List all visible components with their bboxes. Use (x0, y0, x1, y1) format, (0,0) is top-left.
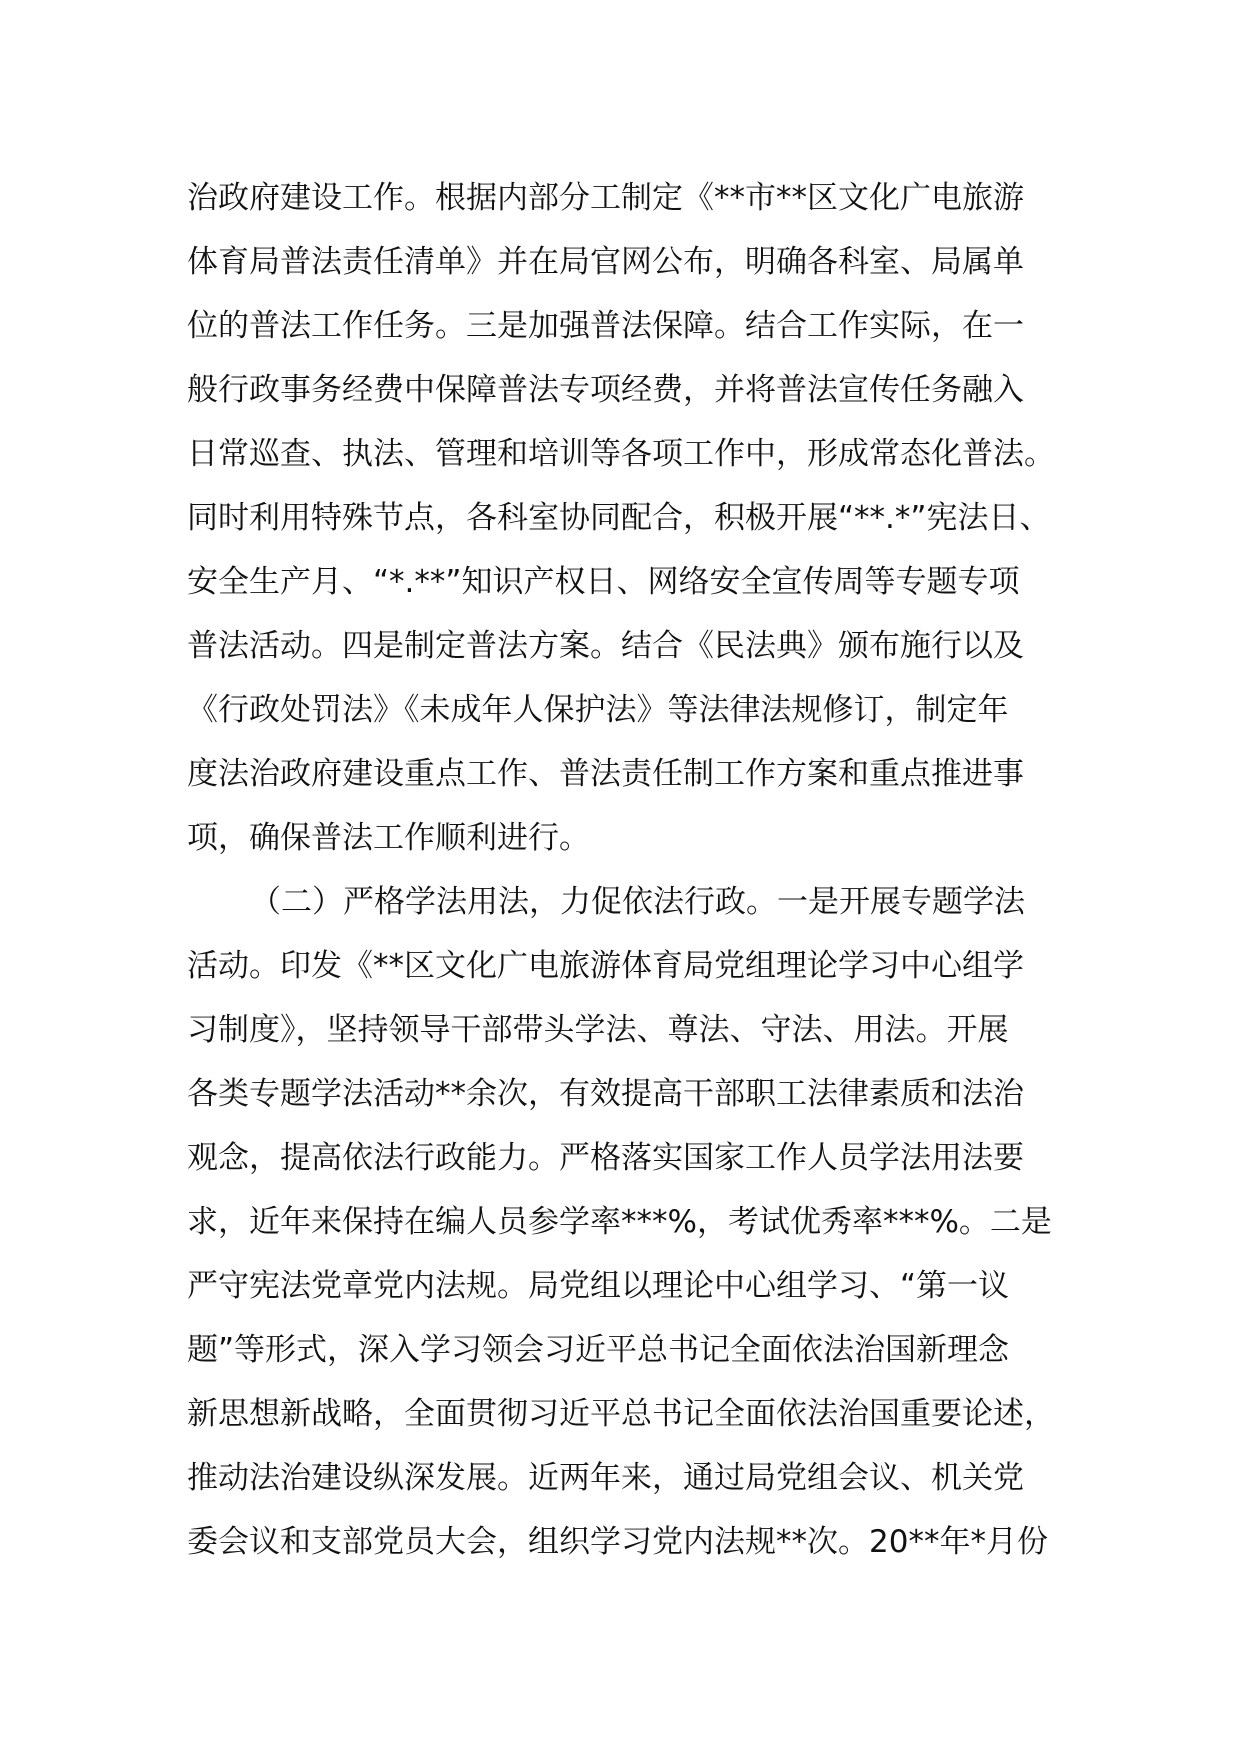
body-text-line: 体育局普法责任清单》并在局官网公布，明确各科室、局属单 (187, 244, 1024, 280)
body-text-line: 求，近年来保持在编人员参学率***%，考试优秀率***%。二是 (187, 1204, 1052, 1240)
body-text-line: 《行政处罚法》《未成年人保护法》等法律法规修订，制定年 (187, 692, 1009, 728)
body-text-line: 题”等形式，深入学习领会习近平总书记全面依法治国新理念 (187, 1332, 1010, 1368)
body-text-line: 度法治政府建设重点工作、普法责任制工作方案和重点推进事 (187, 756, 1024, 792)
body-text-line: 习制度》，坚持领导干部带头学法、尊法、守法、用法。开展 (187, 1012, 1009, 1048)
body-text-line: 各类专题学法活动**余次，有效提高干部职工法律素质和法治 (187, 1076, 1024, 1112)
body-text-line: 推动法治建设纵深发展。近两年来，通过局党组会议、机关党 (187, 1460, 1024, 1496)
body-text-line: 观念，提高依法行政能力。严格落实国家工作人员学法用法要 (187, 1140, 1024, 1176)
body-text-line: 日常巡查、执法、管理和培训等各项工作中，形成常态化普法。 (187, 436, 1055, 472)
body-text-line: 严守宪法党章党内法规。局党组以理论中心组学习、“第一议 (187, 1268, 1010, 1304)
body-text-line: 安全生产月、“*.**”知识产权日、网络安全宣传周等专题专项 (187, 564, 1020, 600)
body-text-line: 同时利用特殊节点，各科室协同配合，积极开展“**.*”宪法日、 (187, 500, 1051, 536)
body-text-line: 项，确保普法工作顺利进行。 (187, 820, 590, 856)
body-text-line: 治政府建设工作。根据内部分工制定《**市**区文化广电旅游 (187, 180, 1024, 216)
body-text-line: 活动。印发《**区文化广电旅游体育局党组理论学习中心组学 (187, 948, 1024, 984)
body-text-line: 般行政事务经费中保障普法专项经费，并将普法宣传任务融入 (187, 372, 1024, 408)
body-text-line: 新思想新战略，全面贯彻习近平总书记全面依法治国重要论述， (187, 1396, 1055, 1432)
body-text-line: 位的普法工作任务。三是加强普法保障。结合工作实际，在一 (187, 308, 1024, 344)
body-text-line: 委会议和支部党员大会，组织学习党内法规**次。20**年*月份 (187, 1524, 1048, 1560)
section-heading-line: （二）严格学法用法，力促依法行政。一是开展专题学法 (250, 884, 1025, 920)
body-text-line: 普法活动。四是制定普法方案。结合《民法典》颁布施行以及 (187, 628, 1024, 664)
